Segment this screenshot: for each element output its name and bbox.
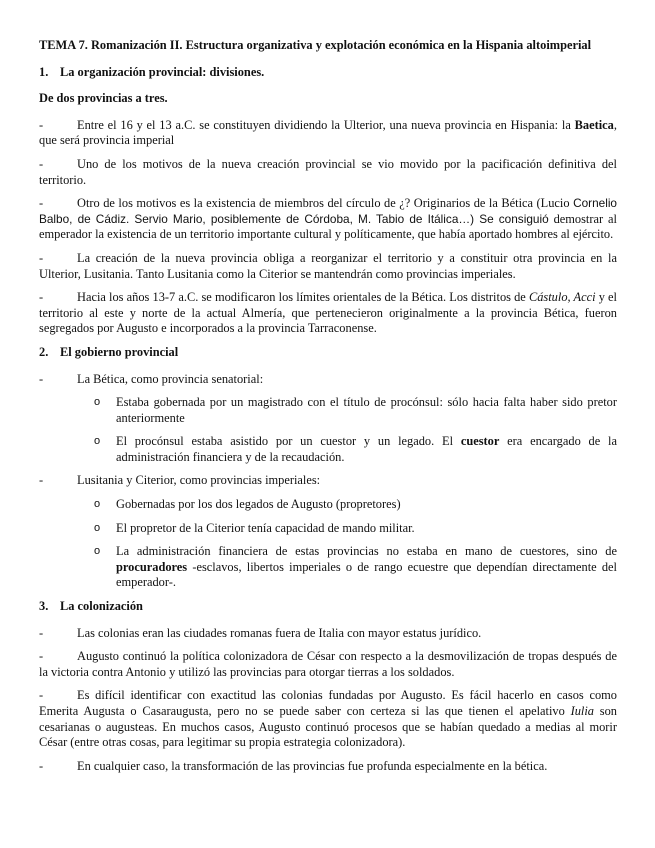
text-run: Gobernadas por los dos legados de Augusto (propretores) — [116, 497, 401, 512]
sans-text-run: Cornelio Balbo, de Cádiz. Servio Mario, posiblemente de Córdoba, M. Tabio de Itálica…) Se consiguió — [39, 196, 617, 226]
text-run: Hacia los años 13-7 a.C. se modificaron los límites orientales de la Bética. Los distritos de — [77, 290, 529, 305]
italic-term: Iulia — [570, 704, 594, 718]
text-run: era encargado de la administración financiera y de la recaudación. — [116, 434, 617, 464]
section-title: La colonización — [60, 599, 143, 614]
dash-marker: - — [39, 649, 44, 664]
paragraph — [39, 626, 617, 642]
paragraph — [39, 290, 617, 337]
section-1-heading — [39, 65, 617, 81]
text-run: Es difícil identificar con exactitud las colonias fundadas por Augusto. Es fácil hacerlo en casos como Emerita Augusta o Casaraugusta, pero no se puede saber con certeza si las que tienen el apelativo — [39, 688, 617, 718]
text-block — [116, 544, 617, 591]
bold-term: Baetica — [574, 117, 614, 132]
paragraph — [39, 688, 617, 750]
bullet-marker: o — [94, 396, 101, 409]
text-block — [116, 434, 617, 465]
sub-list-item — [39, 544, 617, 591]
paragraph — [39, 118, 617, 149]
text-run: , que será provincia imperial — [39, 117, 617, 148]
subsection-heading: De dos provincias a tres. — [39, 91, 168, 106]
paragraph — [39, 251, 617, 282]
bullet-marker: o — [94, 435, 101, 448]
paragraph — [39, 649, 617, 680]
text-run: Otro de los motivos es la existencia de miembros del círculo de ¿? Originarios de la Bética (Lucio — [77, 196, 574, 211]
text-run: En cualquier caso, la transformación de las provincias fue profunda especialmente en la bética. — [77, 758, 548, 773]
text-run: Entre el 16 y el 13 a.C. se constituyen dividiendo la Ulterior, una nueva provincia en Hispania: la — [77, 117, 575, 132]
text-run: Lusitania y Citerior, como provincias imperiales: — [77, 473, 321, 488]
section-3-heading — [39, 599, 617, 615]
text-run: demostrar al emperador la existencia de un territorio importante cultural y políticamente, que había aportado hombres al ejército. — [39, 211, 617, 242]
section-number: 3. — [39, 599, 49, 614]
paragraph — [39, 157, 617, 188]
text-run: -esclavos, libertos imperiales o de rango ecuestre que dependían directamente del emperador-. — [116, 559, 617, 590]
text-run: Uno de los motivos de la nueva creación provincial se vio movido por la pacificación definitiva del territorio. — [39, 156, 617, 187]
bullet-marker: o — [94, 521, 101, 534]
section-title: La organización provincial: divisiones. — [60, 64, 265, 79]
dash-marker: - — [39, 758, 44, 773]
sub-list-item — [39, 497, 617, 513]
sub-list-item — [39, 521, 617, 537]
dash-marker: - — [39, 196, 44, 211]
section-2-heading — [39, 345, 617, 361]
dash-marker: - — [39, 117, 44, 132]
paragraph — [39, 196, 617, 243]
text-run: son cesarianas o augusteas. En muchos casos, Augusto continuó procesos que se habían quedado a medias al morir César (entre otras cosas, para legitimar su propia estrategia colonizadora). — [39, 704, 618, 750]
text-run: Augusto continuó la política colonizadora de César con respecto a la desmovilización de tropas después de la victoria contra Antonio y utilizó las provincias para otorgar tierras a los soldados. — [39, 649, 617, 679]
section-title: El gobierno provincial — [60, 344, 179, 359]
text-run: La administración financiera de estas provincias no estaba en mano de cuestores, sino de — [116, 544, 617, 559]
dash-marker: - — [39, 290, 44, 305]
bullet-marker: o — [94, 545, 101, 558]
sub-list-item — [39, 434, 617, 465]
list-item — [39, 372, 617, 388]
sub-list-item — [39, 395, 617, 426]
text-run: La creación de la nueva provincia obliga a reorganizar el territorio y a constituir otra provincia en la Ulterior, Lusitania. Tanto Lusitania como la Citerior se mantendrán como provincias imperiales. — [39, 250, 617, 281]
section-number: 2. — [39, 344, 49, 359]
document-title: TEMA 7. Romanización II. Estructura organizativa y explotación económica en la Hispania altoimperial — [39, 38, 592, 52]
dash-marker: - — [39, 625, 44, 640]
text-run: La Bética, como provincia senatorial: — [77, 371, 264, 386]
dash-marker: - — [39, 156, 44, 171]
text-run: Las colonias eran las ciudades romanas fuera de Italia con mayor estatus jurídico. — [77, 625, 482, 640]
dash-marker: - — [39, 371, 44, 386]
section-number: 1. — [39, 64, 49, 79]
text-run: Estaba gobernada por un magistrado con el título de procónsul: sólo hacia falta haber sido pretor anteriormente — [116, 395, 617, 425]
dash-marker: - — [39, 688, 44, 703]
paragraph — [39, 759, 617, 775]
bold-term: cuestor — [460, 434, 500, 449]
bullet-marker: o — [94, 498, 101, 511]
text-run: El propretor de la Citerior tenía capacidad de mando militar. — [116, 520, 415, 535]
dash-marker: - — [39, 250, 44, 265]
list-item — [39, 473, 617, 489]
text-run: El procónsul estaba asistido por un cuestor y un legado. El — [116, 434, 461, 449]
dash-marker: - — [39, 473, 44, 488]
italic-term: Cástulo, Acci — [528, 290, 596, 305]
bold-term: procuradores — [116, 559, 188, 574]
text-run: y el territorio al este y norte de la actual Almería, que pertenecieron originalmente a la provincia Bética, fueron segregados por Augusto e incorporados a la provincia Tarraconense. — [39, 290, 617, 336]
